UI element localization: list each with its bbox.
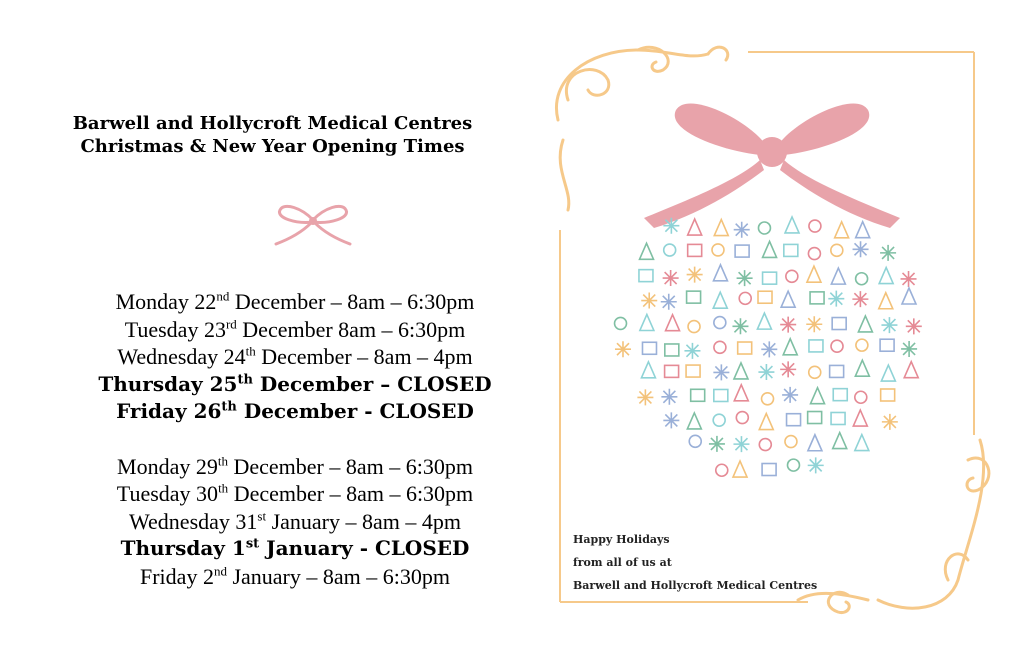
tree-icon <box>713 292 727 308</box>
tree-icon <box>855 435 869 451</box>
bauble-icon <box>689 435 701 447</box>
bauble-icon <box>856 273 868 285</box>
schedule-row <box>0 480 590 508</box>
tree-icon <box>641 362 655 378</box>
snowflake-icon <box>761 341 777 357</box>
bauble-icon <box>808 248 820 260</box>
tree-icon <box>808 435 822 451</box>
ornament-icon-cloud <box>615 217 922 477</box>
tree-icon <box>879 268 893 284</box>
schedule-ordinal: th <box>218 480 229 496</box>
gift-icon <box>810 292 824 304</box>
schedule-ordinal: th <box>245 343 256 359</box>
gift-icon <box>763 272 777 284</box>
gift-icon <box>762 464 776 476</box>
snowflake-icon <box>663 412 679 428</box>
card-line-1: Happy Holidays <box>573 533 670 546</box>
snowflake-icon <box>637 389 653 405</box>
bauble-icon <box>785 436 797 448</box>
snowflake-icon <box>663 218 679 234</box>
page-heading <box>0 112 545 158</box>
schedule-day: Wednesday 31 <box>129 508 258 534</box>
gift-icon <box>881 389 895 401</box>
tree-icon <box>785 217 799 233</box>
schedule-day: Monday 29 <box>117 453 218 479</box>
bauble-icon <box>713 414 725 426</box>
snowflake-icon <box>881 317 897 333</box>
snowflake-icon <box>684 343 700 359</box>
snowflake-icon <box>901 271 917 287</box>
snowflake-icon <box>641 293 657 309</box>
gift-icon <box>787 414 801 426</box>
tree-icon <box>763 241 777 257</box>
schedule-hours: December 8am – 6:30pm <box>236 316 466 342</box>
snowflake-icon <box>782 387 798 403</box>
gift-icon <box>830 365 844 377</box>
tree-icon <box>856 222 870 238</box>
snowflake-icon <box>882 414 898 430</box>
schedule-row <box>0 288 590 316</box>
schedule-row <box>0 343 590 371</box>
tree-icon <box>666 315 680 331</box>
bauble-icon <box>855 391 867 403</box>
gift-icon <box>639 270 653 282</box>
bauble-icon <box>809 366 821 378</box>
tree-icon <box>759 414 773 430</box>
tree-icon <box>781 291 795 307</box>
gift-icon <box>714 389 728 401</box>
opening-times-list <box>0 288 590 590</box>
bauble-icon <box>831 244 843 256</box>
tree-icon <box>734 363 748 379</box>
schedule-day: Thursday 25 <box>98 371 238 396</box>
snowflake-icon <box>663 270 679 286</box>
gift-icon <box>809 340 823 352</box>
snowflake-icon <box>687 267 703 283</box>
gift-icon <box>758 291 772 303</box>
schedule-day: Tuesday 30 <box>116 481 219 506</box>
flourish-bottom-right-icon <box>798 440 989 613</box>
schedule-ordinal: th <box>237 371 253 387</box>
schedule-row <box>0 398 590 426</box>
ornament-bow-icon <box>644 103 900 228</box>
schedule-row <box>0 453 590 481</box>
tree-icon <box>640 314 654 330</box>
snowflake-icon <box>853 241 869 257</box>
schedule-ordinal: nd <box>216 288 230 304</box>
bauble-icon <box>786 270 798 282</box>
tree-icon <box>687 413 701 429</box>
schedule-hours: December - CLOSED <box>236 399 474 423</box>
gift-icon <box>833 389 847 401</box>
schedule-ordinal: nd <box>213 563 227 579</box>
card-line-2: from all of us at <box>573 556 672 569</box>
snowflake-icon <box>880 245 896 261</box>
gift-icon <box>665 365 679 377</box>
schedule-day: Friday 2 <box>140 563 214 589</box>
snowflake-icon <box>780 317 796 333</box>
snowflake-icon <box>709 436 725 452</box>
tree-icon <box>904 362 918 378</box>
tree-icon <box>640 243 654 259</box>
gift-icon <box>665 344 679 356</box>
bauble-icon <box>758 222 770 234</box>
tree-icon <box>855 360 869 376</box>
tree-icon <box>879 293 893 309</box>
gift-icon <box>832 318 846 330</box>
tree-icon <box>835 222 849 238</box>
snowflake-icon <box>906 318 922 334</box>
schedule-hours: January – 8am – 6:30pm <box>226 563 450 589</box>
bauble-icon <box>831 340 843 352</box>
tree-icon <box>858 316 872 332</box>
gift-icon <box>686 365 700 377</box>
schedule-row <box>0 508 590 536</box>
gift-icon <box>688 244 702 256</box>
tree-icon <box>713 265 727 281</box>
schedule-row <box>0 316 590 344</box>
bauble-icon <box>762 393 774 405</box>
gift-icon <box>735 245 749 257</box>
card-line-3: Barwell and Hollycroft Medical Centres <box>573 579 818 592</box>
snowflake-icon <box>713 364 729 380</box>
schedule-hours: December – CLOSED <box>252 371 492 396</box>
bauble-icon <box>759 439 771 451</box>
schedule-row <box>0 535 590 563</box>
bauble-icon <box>809 220 821 232</box>
heading-line-1: Barwell and Hollycroft Medical Centres <box>72 113 473 134</box>
snowflake-icon <box>852 291 868 307</box>
schedule-hours: January – 8am – 4pm <box>266 508 461 534</box>
schedule-ordinal: st <box>257 508 267 524</box>
bauble-icon <box>664 244 676 256</box>
heading-line-2: Christmas & New Year Opening Times <box>80 136 465 157</box>
schedule-hours: January - CLOSED <box>259 536 470 560</box>
snowflake-icon <box>734 222 750 238</box>
snowflake-icon <box>901 341 917 357</box>
tree-icon <box>831 268 845 284</box>
snowflake-icon <box>615 341 631 357</box>
snowflake-icon <box>661 294 677 310</box>
snowflake-icon <box>808 457 824 473</box>
snowflake-icon <box>733 436 749 452</box>
tree-icon <box>688 219 702 235</box>
schedule-day: Thursday 1 <box>120 536 246 560</box>
gift-icon <box>642 342 656 354</box>
tree-icon <box>807 266 821 282</box>
gift-icon <box>831 412 845 424</box>
bauble-icon <box>714 317 726 329</box>
snowflake-icon <box>758 364 774 380</box>
tree-icon <box>833 433 847 449</box>
tree-icon <box>783 339 797 355</box>
tree-icon <box>757 313 771 329</box>
bauble-icon <box>736 412 748 424</box>
schedule-ordinal: th <box>221 399 237 415</box>
snowflake-icon <box>732 318 748 334</box>
schedule-day: Wednesday 24 <box>117 344 246 369</box>
schedule-day: Friday 26 <box>116 399 222 423</box>
tree-icon <box>881 365 895 381</box>
gift-icon <box>784 244 798 256</box>
tree-icon <box>734 385 748 401</box>
schedule-day: Monday 22 <box>115 289 217 314</box>
tree-icon <box>902 288 916 304</box>
tree-icon <box>733 461 747 477</box>
schedule-hours: December – 8am – 6:30pm <box>228 481 474 506</box>
gift-icon <box>880 339 894 351</box>
bauble-icon <box>739 292 751 304</box>
schedule-ordinal: th <box>217 453 228 469</box>
snowflake-icon <box>661 389 677 405</box>
schedule-gap <box>0 426 590 453</box>
schedule-ordinal: rd <box>225 316 237 332</box>
tree-icon <box>714 220 728 236</box>
bauble-icon <box>787 459 799 471</box>
bauble-icon <box>714 341 726 353</box>
gift-icon <box>738 342 752 354</box>
card-message <box>573 528 817 597</box>
schedule-hours: December – 8am – 4pm <box>255 344 473 369</box>
bauble-icon <box>716 464 728 476</box>
schedule-day: Tuesday 23 <box>124 316 226 342</box>
tree-icon <box>853 410 867 426</box>
tree-icon <box>811 388 825 404</box>
bauble-icon <box>712 244 724 256</box>
bauble-icon <box>688 321 700 333</box>
snowflake-icon <box>828 291 844 307</box>
schedule-hours: December – 8am – 6:30pm <box>227 453 473 479</box>
bauble-icon <box>856 339 868 351</box>
bauble-icon <box>615 317 627 329</box>
schedule-ordinal: st <box>245 536 260 552</box>
small-bow-icon <box>272 200 354 250</box>
snowflake-icon <box>737 270 753 286</box>
gift-icon <box>691 389 705 401</box>
snowflake-icon <box>806 316 822 332</box>
schedule-row <box>0 371 590 399</box>
snowflake-icon <box>780 361 796 377</box>
gift-icon <box>687 291 701 303</box>
gift-icon <box>808 412 822 424</box>
schedule-row <box>0 563 590 591</box>
schedule-hours: December – 8am – 6:30pm <box>229 289 475 314</box>
